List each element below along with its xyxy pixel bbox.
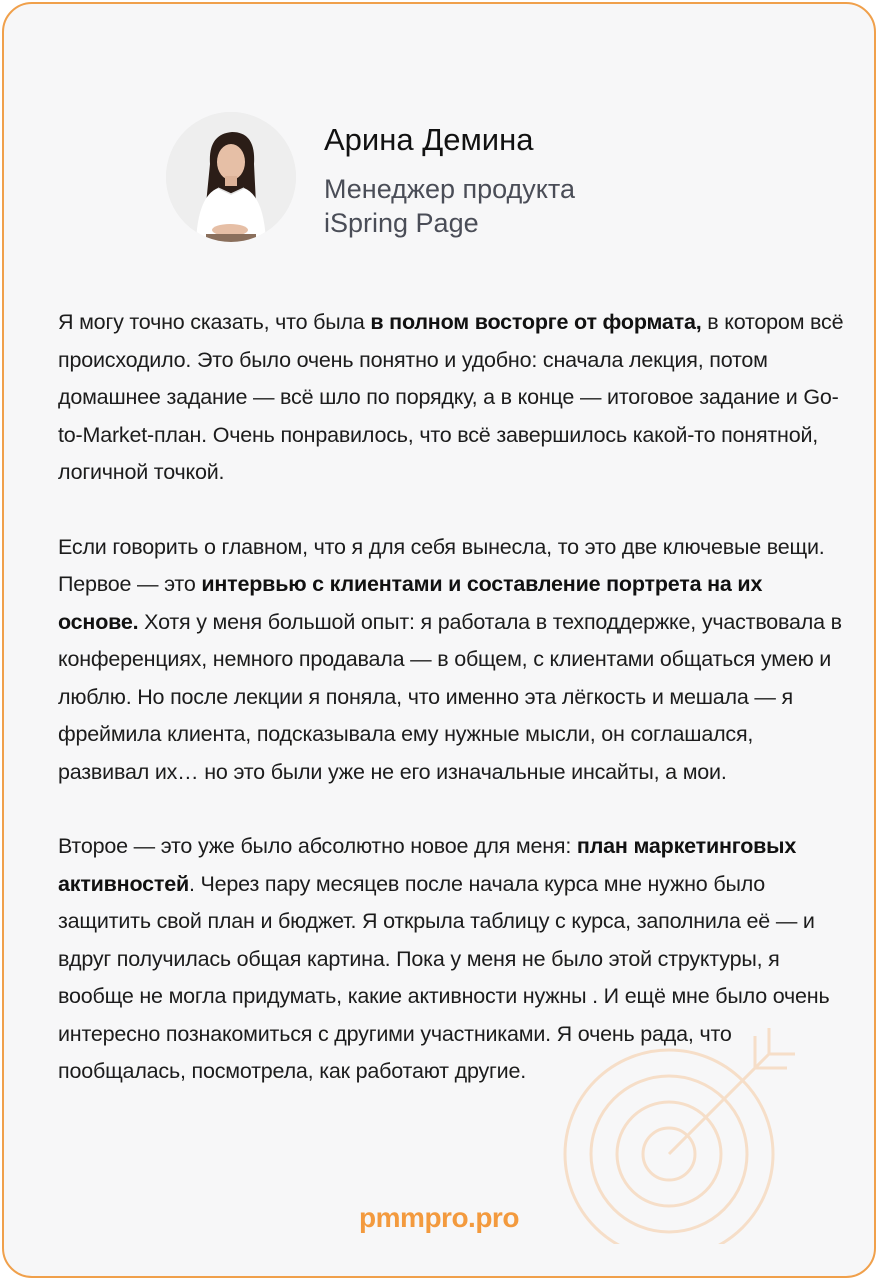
paragraph-text: Второе — это уже было абсолютно новое для меня: [58,834,577,858]
avatar-photo [166,112,296,242]
paragraph-text: Хотя у меня большой опыт: я работала в техподдержке, участвовала в конференциях, немного продавала — в общем, с клиентами общаться умею и люблю. Но после лекции я поняла, что именно эта лёгкость и мешала — я фреймила клиента, подсказывала ему нужные мысли, он соглашался, развивал их… но это были уже не его изначальные инсайты, а мои. [58,609,842,784]
testimonial-card [2,2,876,1278]
person-role-line1: Менеджер продукта [324,174,576,204]
paragraph [58,529,848,792]
person-header [166,112,575,242]
avatar [166,112,296,242]
testimonial-text [58,304,848,1128]
paragraph-highlight: интервью с клиентами и составление портрета на их основе. [58,572,763,634]
paragraph-highlight: в полном восторге от формата, [370,310,702,334]
paragraph [58,304,848,492]
person-meta [324,112,575,240]
paragraph-highlight: план маркетинговых активностей [58,834,797,896]
paragraph-text: Я могу точно сказать, что была [58,310,371,334]
person-role-line2: iSpring Page [324,208,479,238]
paragraph-text: Если говорить о главном, что я для себя вынесла, то это две ключевые вещи. Первое — это [58,534,825,596]
person-name: Арина Демина [324,122,534,157]
site-link[interactable]: pmmpro.pro [359,1202,519,1233]
paragraph-text: . Через пару месяцев после начала курса мне нужно было защитить свой план и бюджет. Я открыла таблицу с курса, заполнила её — и вдруг получилась общая картина. Пока у меня не было этой структуры, я вообще не могла придумать, какие активности нужны . И ещё мне было очень интересно познакомиться с другими участниками. Я очень рада, что пообщалась, посмотрела, как работают другие. [58,871,830,1083]
paragraph-text: в котором всё происходило. Это было очень понятно и удобно: сначала лекция, потом домашнее задание — всё шло по порядку, а в конце — итоговое задание и Go-to-Market-план. Очень понравилось, что всё завершилось какой-то понятной, логичной точкой. [58,310,844,484]
paragraph [58,828,848,1091]
